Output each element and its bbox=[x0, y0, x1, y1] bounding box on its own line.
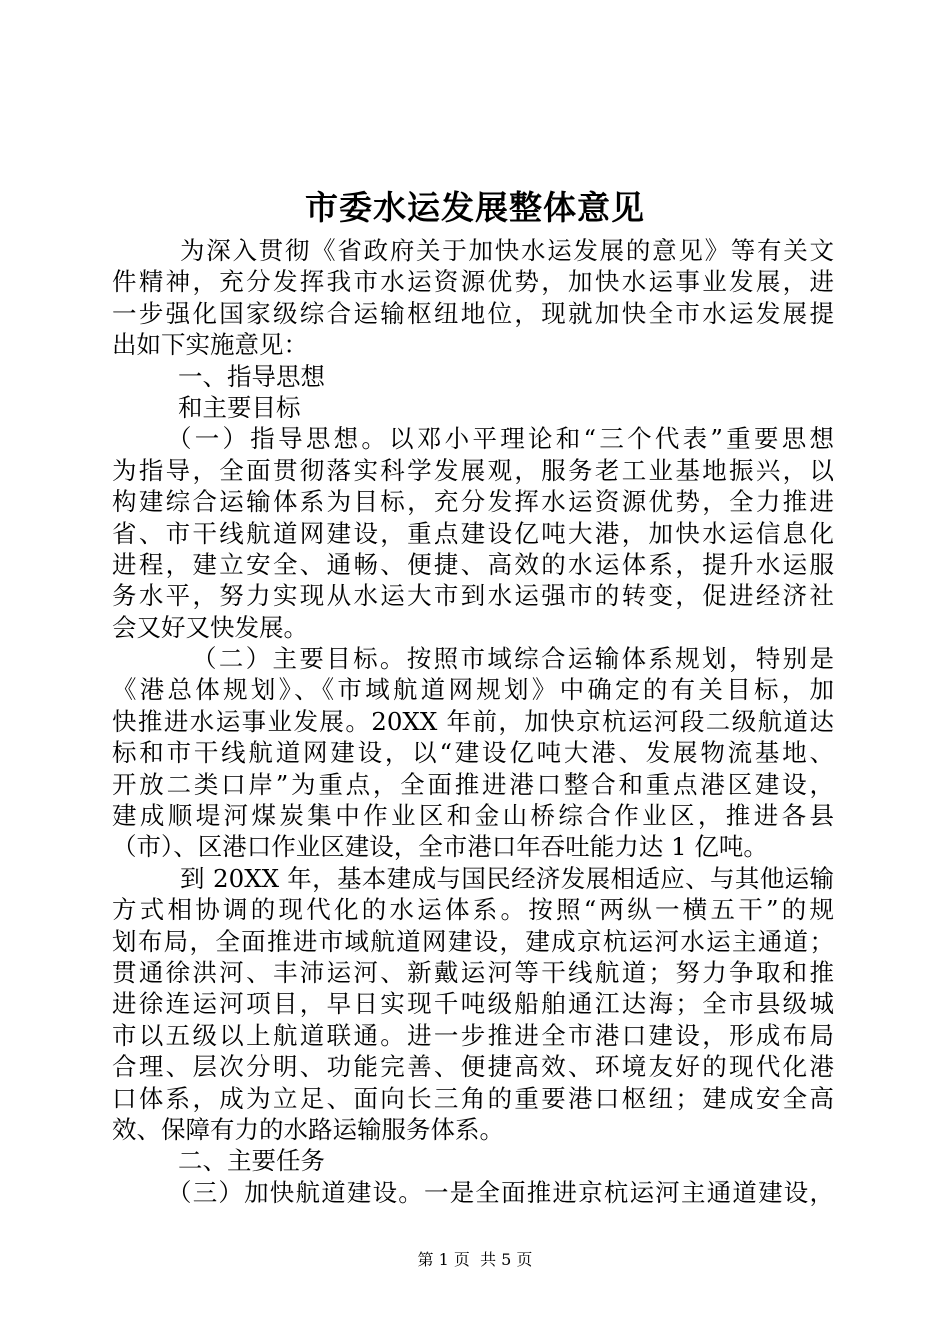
text-line: 划布局，全面推进市域航道网建设，建成京杭运河水运主通道； bbox=[112, 926, 834, 956]
text-line: 为深入贯彻《省政府关于加快水运发展的意见》等有关文 bbox=[180, 236, 834, 265]
document-body bbox=[112, 235, 834, 1208]
text-line: （市）、区港口作业区建设，全市港口年吞吐能力达 1 亿吨。 bbox=[112, 832, 768, 862]
text-line: 快推进水运事业发展。20XX 年前，加快京杭运河段二级航道达 bbox=[112, 706, 834, 736]
text-line: 省、市干线航道网建设，重点建设亿吨大港，加快水运信息化 bbox=[112, 518, 834, 548]
text-line: 件精神，充分发挥我市水运资源优势，加快水运事业发展，进 bbox=[112, 267, 834, 297]
text-line: 务水平，努力实现从水运大市到水运强市的转变，促进经济社 bbox=[112, 581, 834, 611]
text-line: 口体系，成为立足、面向长三角的重要港口枢纽；建成安全高 bbox=[112, 1083, 834, 1113]
section-heading: 和主要目标 bbox=[178, 392, 301, 422]
text-line: 一步强化国家级综合运输枢纽地位，现就加快全市水运发展提 bbox=[112, 298, 834, 328]
text-line: 贯通徐洪河、丰沛运河、新戴运河等干线航道；努力争取和推 bbox=[112, 957, 834, 987]
text-line: （三）加快航道建设。一是全面推进京杭运河主通道建设， bbox=[167, 1177, 834, 1207]
text-line: 《港总体规划》、《市域航道网规划》中确定的有关目标，加 bbox=[112, 675, 834, 705]
text-line: （二）主要目标。按照市域综合运输体系规划，特别是 bbox=[192, 644, 834, 674]
text-line: 会又好又快发展。 bbox=[112, 612, 308, 642]
text-line: 为指导，全面贯彻落实科学发展观，服务老工业基地振兴，以 bbox=[112, 455, 834, 485]
text-line: 进程，建立安全、通畅、便捷、高效的水运体系，提升水运服 bbox=[112, 549, 834, 579]
section-heading: 一、指导思想 bbox=[178, 361, 325, 391]
text-line: （一）指导思想。以邓小平理论和“三个代表”重要思想 bbox=[167, 424, 834, 454]
document-title: 市委水运发展整体意见 bbox=[305, 188, 645, 227]
text-line: 标和市干线航道网建设，以“建设亿吨大港、发展物流基地、 bbox=[112, 738, 834, 768]
text-line: 进徐连运河项目，早日实现千吨级船舶通江达海；全市县级城 bbox=[112, 989, 834, 1019]
text-line: 市以五级以上航道联通。进一步推进全市港口建设，形成布局 bbox=[112, 1020, 834, 1050]
text-line: 建成顺堤河煤炭集中作业区和金山桥综合作业区，推进各县 bbox=[112, 801, 834, 831]
page-footer bbox=[0, 1248, 950, 1272]
text-line: 开放二类口岸”为重点，全面推进港口整合和重点港区建设， bbox=[112, 769, 834, 799]
text-line: 方式相协调的现代化的水运体系。按照“两纵一横五干”的规 bbox=[112, 895, 834, 925]
text-line: 效、保障有力的水路运输服务体系。 bbox=[112, 1114, 504, 1144]
text-line: 构建综合运输体系为目标，充分发挥水运资源优势，全力推进 bbox=[112, 487, 834, 517]
text-line: 合理、层次分明、功能完善、便捷高效、环境友好的现代化港 bbox=[112, 1052, 834, 1082]
section-heading: 二、主要任务 bbox=[178, 1146, 325, 1176]
text-line: 到 20XX 年，基本建成与国民经济发展相适应、与其他运输 bbox=[180, 863, 834, 893]
text-line: 出如下实施意见： bbox=[112, 330, 308, 360]
page-number: 第 1 页 共 5 页 bbox=[417, 1250, 533, 1269]
